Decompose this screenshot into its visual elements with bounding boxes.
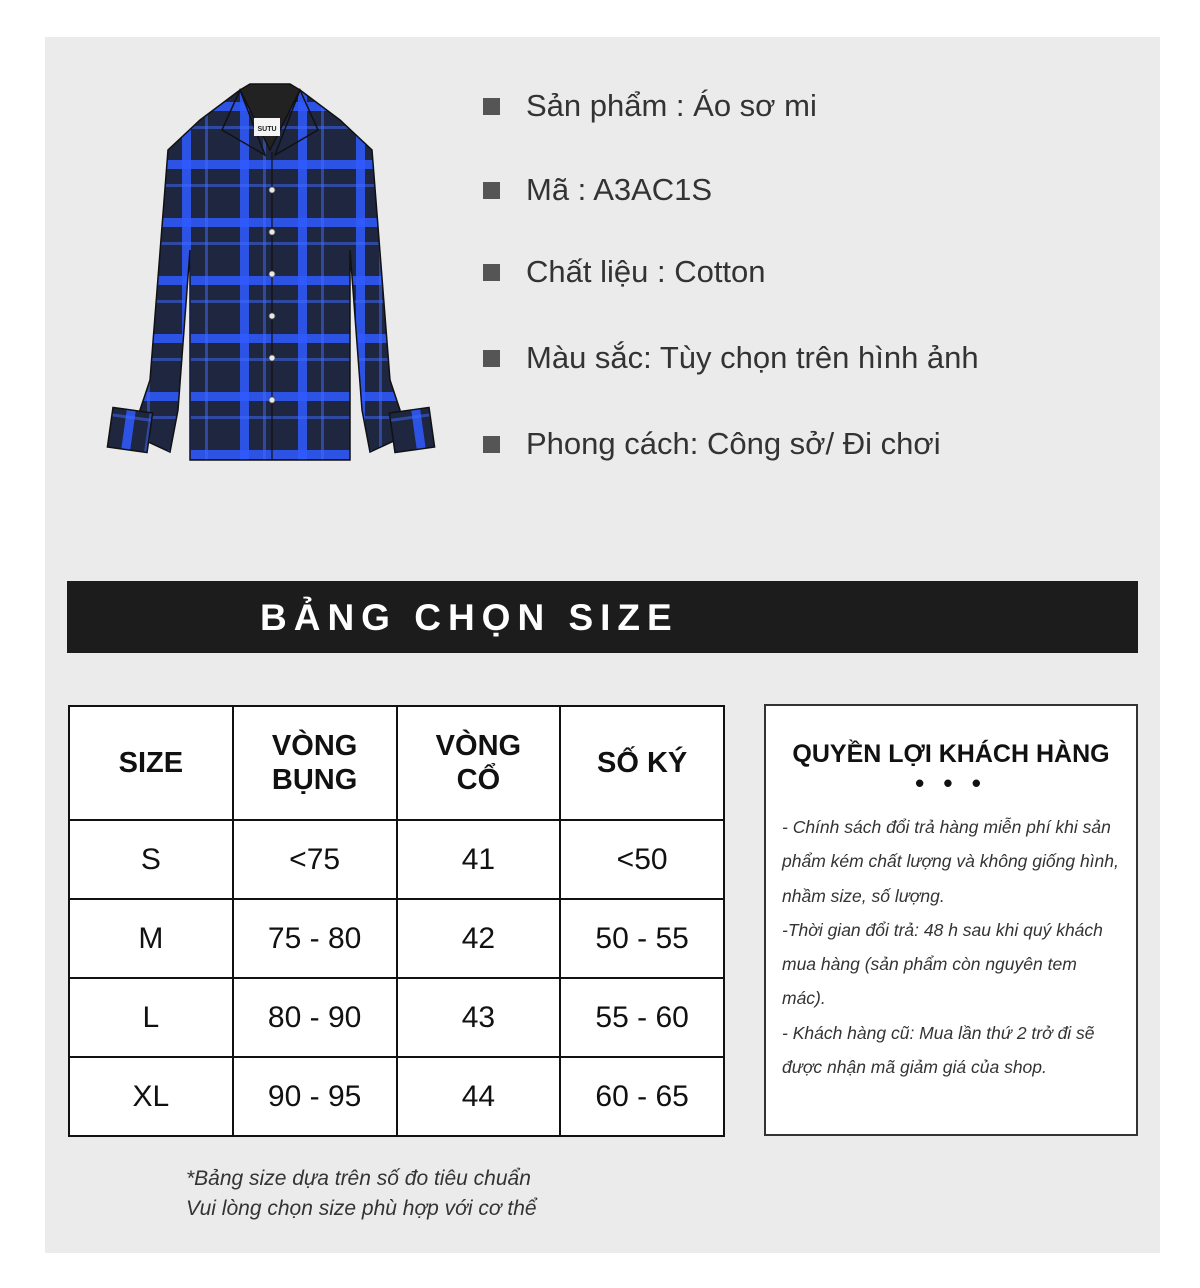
square-bullet-icon xyxy=(483,182,500,199)
square-bullet-icon xyxy=(483,98,500,115)
table-row xyxy=(69,978,724,1057)
cell-waist: 90 - 95 xyxy=(233,1057,397,1136)
square-bullet-icon xyxy=(483,264,500,281)
size-table xyxy=(68,705,725,1137)
cell-size: M xyxy=(69,899,233,978)
table-row xyxy=(69,820,724,899)
spec-material xyxy=(483,254,766,290)
spec-product xyxy=(483,88,817,124)
cell-waist: 75 - 80 xyxy=(233,899,397,978)
spec-product-label: Sản phẩm : Áo sơ mi xyxy=(526,88,817,123)
square-bullet-icon xyxy=(483,350,500,367)
header-weight: SỐ KÝ xyxy=(560,706,724,820)
brand-tag-text: SUTU xyxy=(257,126,277,133)
cell-neck: 43 xyxy=(397,978,561,1057)
spec-color-label: Màu sắc: Tùy chọn trên hình ảnh xyxy=(526,340,979,375)
cell-waist: 80 - 90 xyxy=(233,978,397,1057)
square-bullet-icon xyxy=(483,436,500,453)
cell-size: XL xyxy=(69,1057,233,1136)
spec-code xyxy=(483,172,712,208)
header-size: SIZE xyxy=(69,706,233,820)
benefit-returning-customer: - Khách hàng cũ: Mua lần thứ 2 trở đi sẽ được nhận mã giảm giá của shop. xyxy=(782,1022,1095,1078)
benefit-return-policy: - Chính sách đổi trả hàng miễn phí khi sản phẩm kém chất lượng và không giống hình, nhầm size, số lượng. xyxy=(782,817,1119,906)
cell-weight: 55 - 60 xyxy=(560,978,724,1057)
cell-neck: 41 xyxy=(397,820,561,899)
cell-weight: 50 - 55 xyxy=(560,899,724,978)
size-note xyxy=(186,1164,537,1224)
spec-style xyxy=(483,426,941,462)
table-row xyxy=(69,1057,724,1136)
cell-neck: 42 xyxy=(397,899,561,978)
benefits-text xyxy=(782,810,1122,1084)
benefits-title: QUYỀN LỢI KHÁCH HÀNG xyxy=(792,740,1110,768)
benefit-return-time: -Thời gian đổi trả: 48 h sau khi quý khách mua hàng (sản phẩm còn nguyên tem mác). xyxy=(782,919,1103,1009)
spec-material-label: Chất liệu : Cotton xyxy=(526,254,766,289)
shirt-image xyxy=(100,80,440,470)
banner-title: BẢNG CHỌN SIZE xyxy=(260,597,679,638)
size-note-line2: Vui lòng chọn size phù hợp với cơ thể xyxy=(186,1197,537,1220)
spec-code-label: Mã : A3AC1S xyxy=(526,172,713,207)
spec-color xyxy=(483,340,979,376)
table-row xyxy=(69,899,724,978)
cell-weight: <50 xyxy=(560,820,724,899)
size-chart-banner xyxy=(67,581,1138,653)
spec-style-label: Phong cách: Công sở/ Đi chơi xyxy=(526,426,941,461)
cell-size: S xyxy=(69,820,233,899)
customer-benefits-box xyxy=(764,704,1138,1136)
size-note-line1: *Bảng size dựa trên số đo tiêu chuẩn xyxy=(186,1167,531,1190)
benefits-dots: • • • xyxy=(915,768,987,798)
cell-waist: <75 xyxy=(233,820,397,899)
header-waist: VÒNG BỤNG xyxy=(233,706,397,820)
header-neck: VÒNG CỔ xyxy=(397,706,561,820)
cell-weight: 60 - 65 xyxy=(560,1057,724,1136)
cell-neck: 44 xyxy=(397,1057,561,1136)
cell-size: L xyxy=(69,978,233,1057)
table-header-row xyxy=(69,706,724,820)
